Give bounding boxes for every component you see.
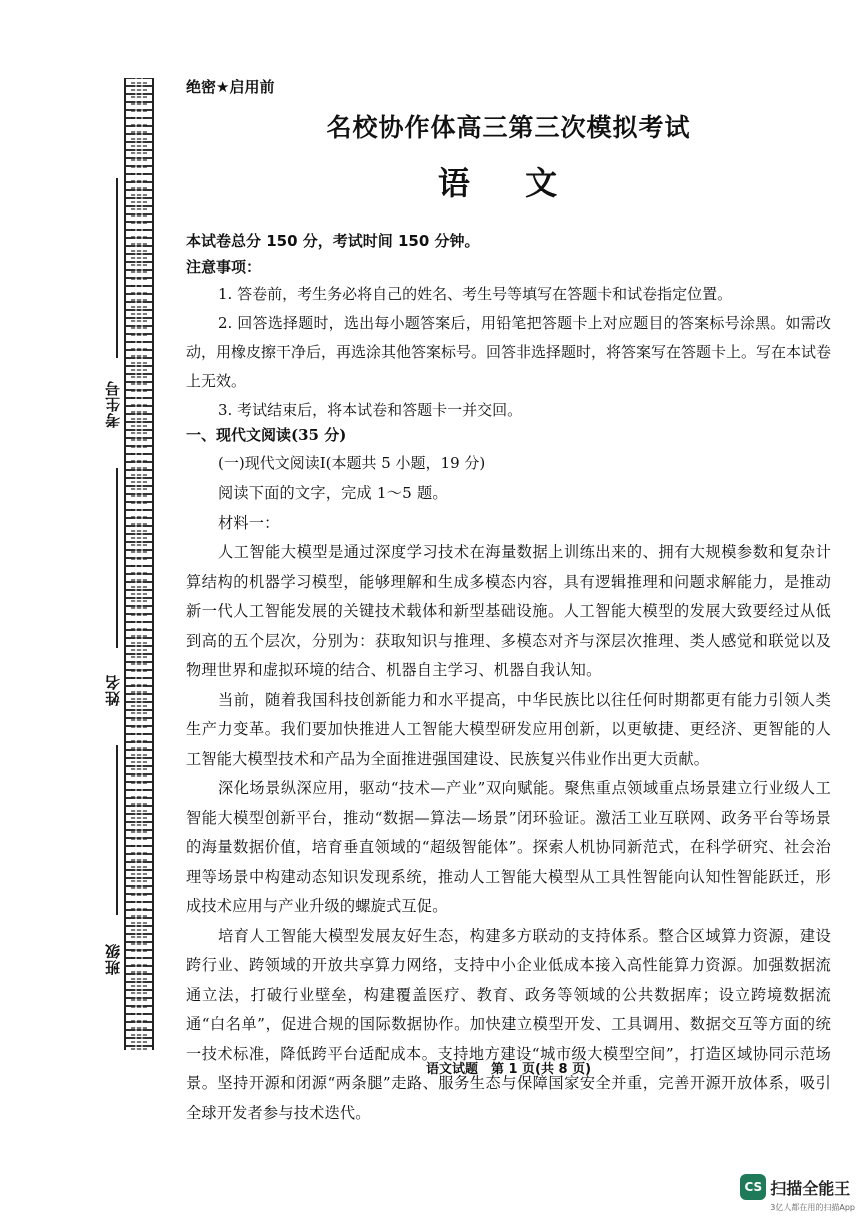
material-paragraph: 人工智能大模型是通过深度学习技术在海量数据上训练出来的、拥有大规模参数和复杂计算结构的机器学习模型，能够理解和生成多模态内容，具有逻辑推理和问题求解能力，是推动新一代人工智能发展的关键技术载体和新型基础设施。人工智能大模型的发展大致要经过从低到高的五个层次，分别为：获取知识与推理、多模态对齐与深层次推理、类人感觉和联觉以及物理世界和虚拟环境的结合、机器自主学习、机器自我认知。 [186,543,831,679]
reading-section [186,422,831,1128]
watermark-name: 扫描全能王 [770,1178,851,1198]
material-paragraph: 深化场景纵深应用，驱动“技术—产业”双向赋能。聚焦重点领域重点场景建立行业级人工智能大模型创新平台，推动“数据—算法—场景”闭环验证。激活工业互联网、政务平台等场景的海量数据价值，培育垂直领域的“超级智能体”。探索人机协同新范式，在科学研究、社会治理等场景中构建动态知识发现系统，推动人工智能大模型从工具性智能向认知性智能跃迁，形成技术应用与产业升级的螺旋式互促。 [186,779,831,915]
material-label: 材料一： [218,514,280,532]
cs-logo-icon: CS [740,1174,766,1200]
field-line-class [116,745,118,915]
exam-title: 名校协作体高三第三次模拟考试 [326,113,691,142]
note-item: 3. 考试结束后，将本试卷和答题卡一并交回。 [218,401,523,419]
instructions [186,228,831,425]
section-subtitle: (一)现代文阅读Ⅰ(本题共 5 小题，19 分) [218,454,486,472]
scanner-watermark [740,1174,855,1213]
note-item: 2. 回答选择题时，选出每小题答案后，用铅笔把答题卡上对应题目的答案标号涂黑。如需改动，用橡皮擦干净后，再选涂其他答案标号。回答非选择题时，将答案写在答题卡上。写在本试卷上无效。 [186,314,832,390]
material-paragraph: 当前，随着我国科技创新能力和水平提高，中华民族比以往任何时期都更有能力引领人类生产力变革。我们要加快推进人工智能大模型研发应用创新，以更敏捷、更经济、更智能的人工智能大模型技术和产品为全面推进强国建设、民族复兴伟业作出更大贡献。 [186,690,831,768]
field-label-name: 姓名 [104,674,122,706]
field-line-exam-number [116,178,118,358]
subject-title: 语 文 [437,164,580,202]
field-label-class: 班级 [104,943,122,975]
watermark-tagline: 3亿人都在用的扫描App [770,1203,855,1212]
section-title: 一、现代文阅读(35 分) [186,426,347,444]
reading-prompt: 阅读下面的文字，完成 1～5 题。 [218,484,448,502]
material-paragraph: 培育人工智能大模型发展友好生态，构建多方联动的支持体系。整合区域算力资源，建设跨行业、跨领域的开放共享算力网络，支持中小企业低成本接入高性能算力资源。加强数据流通立法，打破行业壁垒，构建覆盖医疗、教育、政务等领域的公共数据库；设立跨境数据流通“白名单”，促进合规的国际数据协作。加快建立模型开发、工具调用、数据交互等方面的统一技术标准，降低跨平台适配成本。支持地方建设“城市级大模型空间”，打造区域协同示范场景。坚持开源和闭源“两条腿”走路、服务生态与保障国家安全并重，完善开源开放体系，吸引全球开发者参与技术迭代。 [186,926,831,1122]
confidential-mark: 绝密★启用前 [186,78,275,96]
page-footer: 语文试题 第 1 页(共 8 页) [425,1062,592,1077]
field-line-name [116,468,118,648]
field-label-exam-number: 考生号 [104,380,122,428]
decorative-border [124,78,154,1050]
exam-summary: 本试卷总分 150 分，考试时间 150 分钟。 [186,232,480,250]
note-item: 1. 答卷前，考生务必将自己的姓名、考生号等填写在答题卡和试卷指定位置。 [218,285,733,303]
notes-title: 注意事项： [186,258,262,276]
